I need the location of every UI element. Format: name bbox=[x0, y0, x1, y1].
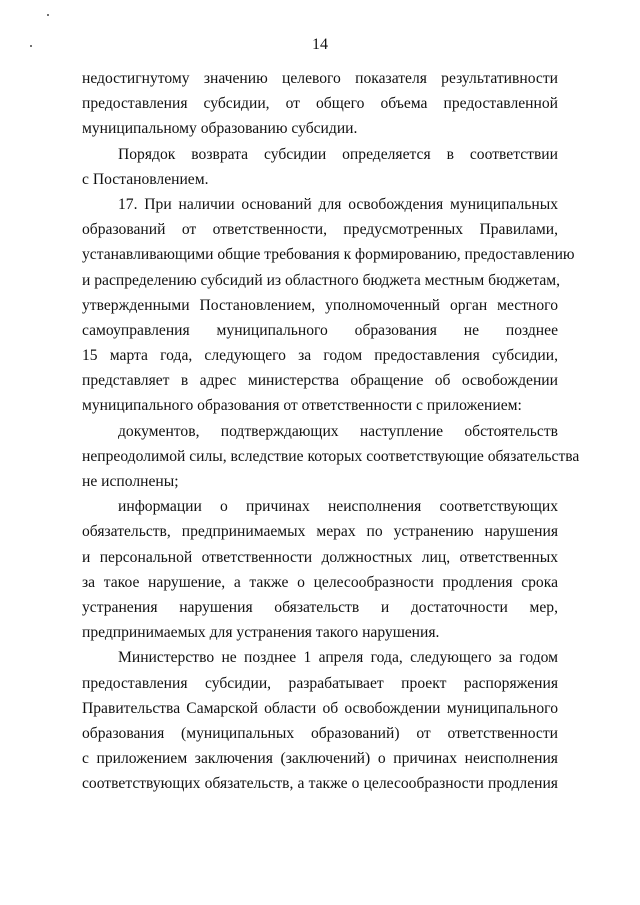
scan-speck bbox=[47, 14, 49, 16]
text-line: Правительства Самарской области об освобождении муниципального bbox=[82, 699, 558, 717]
paragraph bbox=[82, 192, 575, 419]
text-line: информации о причинах неисполнения соответствующих bbox=[118, 498, 558, 516]
text-line: с приложением заключения (заключений) о причинах неисполнения bbox=[82, 750, 558, 768]
text-line: обязательств, предпринимаемых мерах по устранению нарушения bbox=[82, 523, 558, 541]
paragraph bbox=[82, 66, 558, 142]
text-line: самоуправления муниципального образования не позднее bbox=[82, 321, 558, 339]
text-line: образования (муниципальных образований) от ответственности bbox=[82, 724, 558, 742]
paragraph bbox=[82, 142, 558, 192]
text-line: за такое нарушение, а также о целесообразности продления срока bbox=[82, 573, 558, 591]
text-line: представляет в адрес министерства обращение об освобождении bbox=[82, 372, 558, 390]
text-line: Министерство не позднее 1 апреля года, следующего за годом bbox=[118, 649, 558, 667]
document-body bbox=[82, 66, 580, 796]
text-line: предпринимаемых для устранения такого нарушения. bbox=[82, 624, 440, 642]
text-line: 15 марта года, следующего за годом предоставления субсидии, bbox=[82, 347, 558, 365]
text-line: недостигнутому значению целевого показателя результативности bbox=[82, 70, 558, 87]
text-line: предоставления субсидии, от общего объема предоставленной bbox=[82, 95, 558, 113]
text-line: устранения нарушения обязательств и достаточности мер, bbox=[82, 598, 558, 616]
page-number: 14 bbox=[312, 36, 328, 53]
text-line: утвержденными Постановлением, уполномоченный орган местного bbox=[82, 296, 558, 314]
text-line: Порядок возврата субсидии определяется в соответствии bbox=[118, 145, 558, 163]
text-line: устанавливающими общие требования к формированию, предоставлению bbox=[82, 246, 575, 264]
text-line: образований от ответственности, предусмотренных Правилами, bbox=[82, 221, 558, 239]
text-line: муниципального образования от ответственности с приложением: bbox=[82, 397, 522, 415]
text-line: муниципальному образованию субсидии. bbox=[82, 120, 358, 138]
text-line: не исполнены; bbox=[82, 473, 179, 490]
text-line: с Постановлением. bbox=[82, 170, 209, 188]
text-line: и распределению субсидий из областного бюджета местным бюджетам, bbox=[82, 271, 561, 289]
text-line: документов, подтверждающих наступление обстоятельств bbox=[118, 422, 558, 440]
text-line: соответствующих обязательств, а также о целесообразности продления bbox=[82, 775, 558, 793]
paragraph bbox=[82, 645, 558, 796]
text-line: 17. При наличии оснований для освобождения муниципальных bbox=[118, 195, 558, 213]
paragraph bbox=[82, 419, 580, 495]
text-line: непреодолимой силы, вследствие которых соответствующие обязательства bbox=[82, 447, 580, 465]
text-line: предоставления субсидии, разрабатывает проект распоряжения bbox=[82, 674, 558, 692]
text-line: и персональной ответственности должностных лиц, ответственных bbox=[82, 548, 558, 566]
paragraph bbox=[82, 494, 558, 645]
